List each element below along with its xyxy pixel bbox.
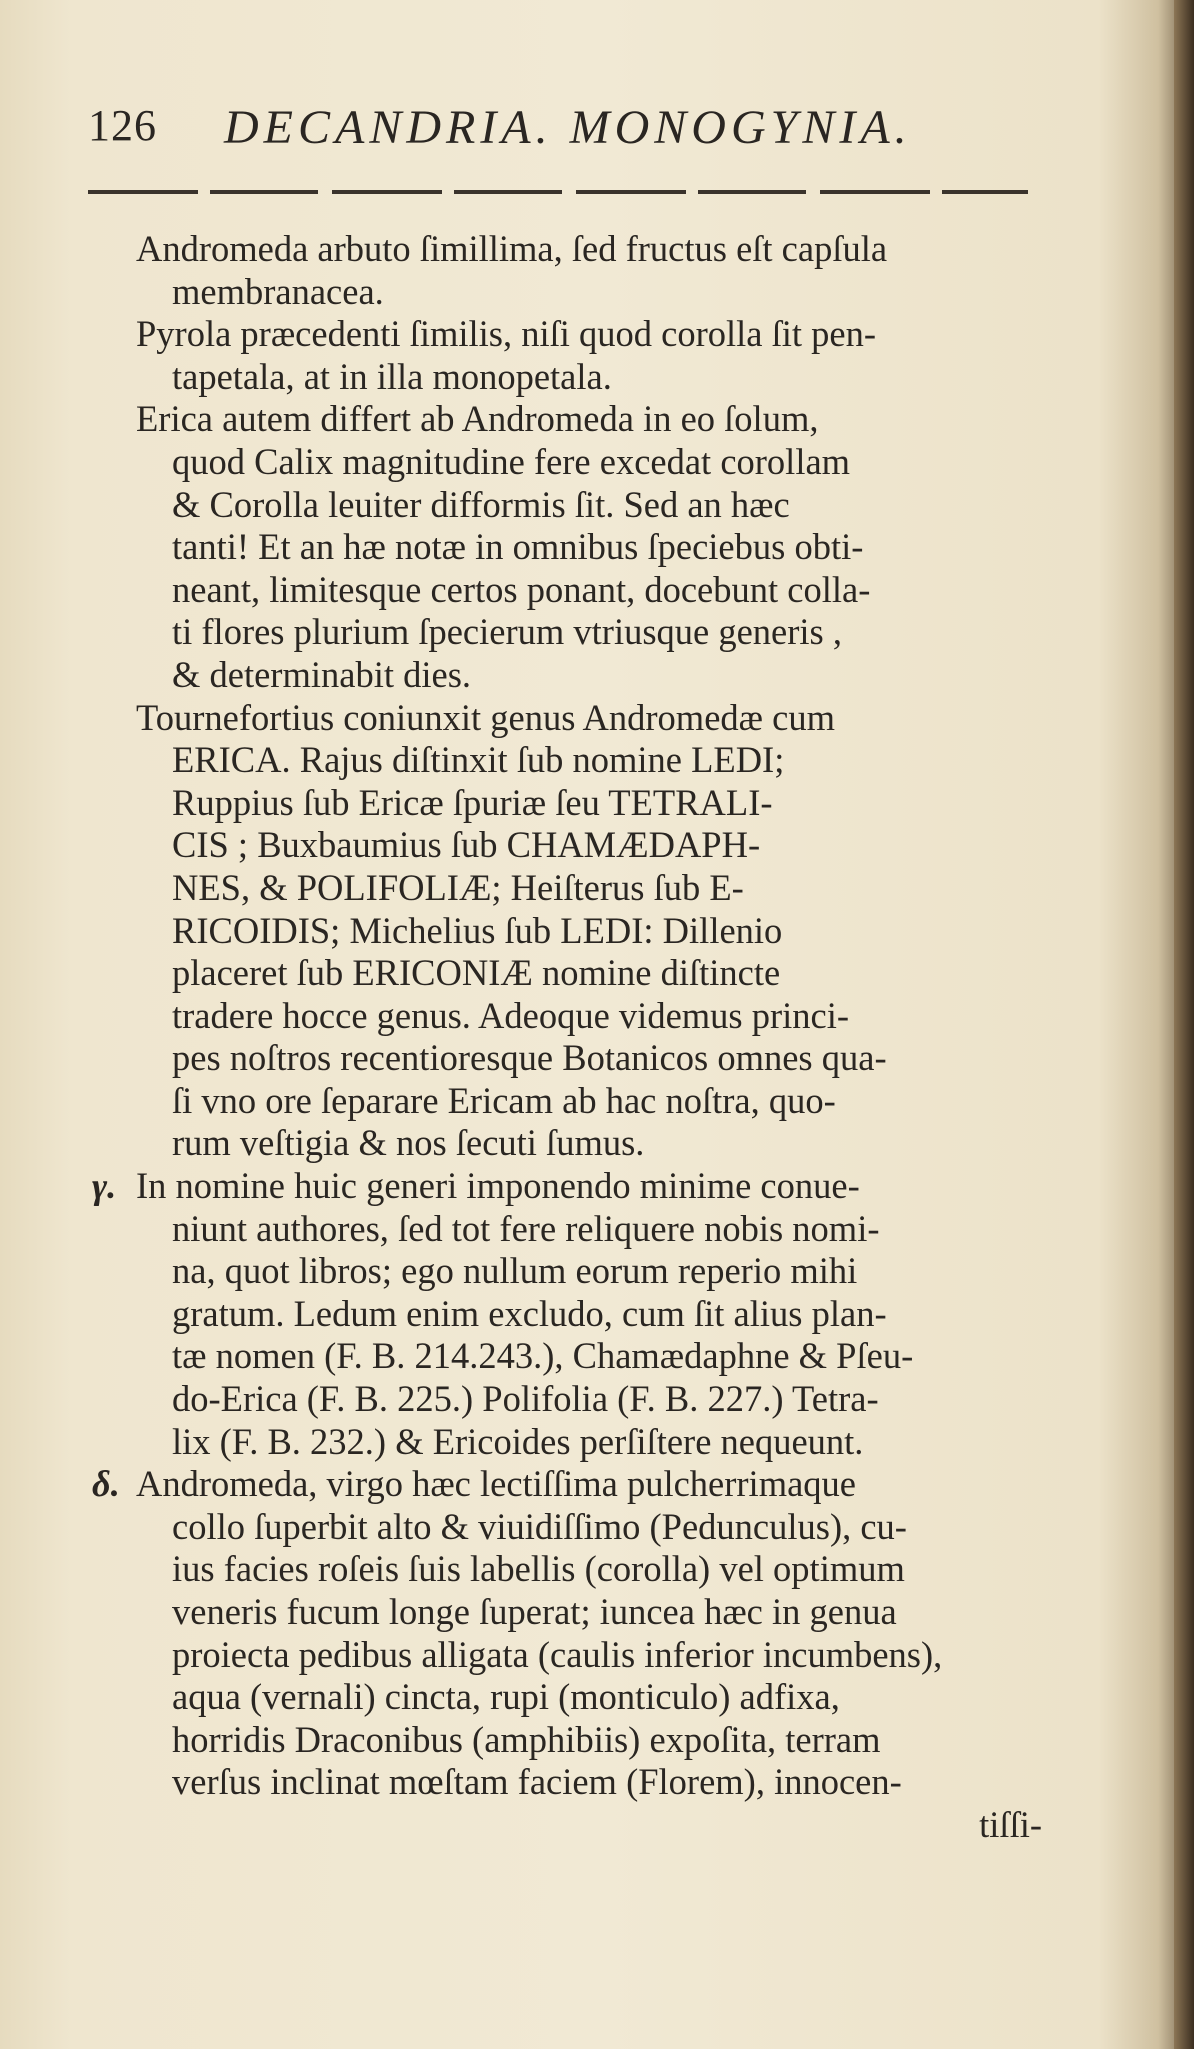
text-line: collo ſuperbit alto & viuidiſſimo (Pedunculus), cu-: [172, 1505, 907, 1547]
text-line: In nomine huic generi imponendo minime conue-: [136, 1165, 860, 1207]
text-line: do-Erica (F. B. 225.) Polifolia (F. B. 227.) Tetra-: [172, 1378, 879, 1420]
text-line: Erica autem differt ab Andromeda in eo ſolum,: [136, 398, 819, 440]
text-body: [88, 228, 1048, 1847]
paragraph: [88, 697, 1048, 1166]
text-line: horridis Draconibus (amphibiis) expoſita, terram: [172, 1718, 881, 1760]
paragraph-marker: δ.: [92, 1463, 120, 1505]
text-line: RICOIDIS; Michelius ſub LEDI: Dillenio: [172, 909, 783, 951]
paragraph-marker: γ.: [92, 1165, 117, 1207]
text-line: placeret ſub ERICONIÆ nomine diſtincte: [172, 952, 781, 994]
text-line: CIS ; Buxbaumius ſub CHAMÆDAPH-: [172, 824, 761, 866]
book-spine-edge: [1174, 0, 1194, 2049]
text-line: Tournefortius coniunxit genus Andromedæ cum: [136, 696, 835, 738]
text-line: ERICA. Rajus diſtinxit ſub nomine LEDI;: [172, 739, 785, 781]
text-line: tæ nomen (F. B. 214.243.), Chamædaphne & Pſeu-: [172, 1335, 914, 1377]
text-line: gratum. Ledum enim excludo, cum ſit alius plan-: [172, 1292, 887, 1334]
text-line: niunt authores, ſed tot fere reliquere nobis nomi-: [172, 1207, 880, 1249]
text-line: aqua (vernali) cincta, rupi (monticulo) adfixa,: [172, 1676, 840, 1718]
paragraph: [88, 313, 1048, 398]
text-line: tradere hocce genus. Adeoque videmus princi-: [172, 994, 850, 1036]
text-line: Pyrola præcedenti ſimilis, niſi quod corolla ſit pen-: [136, 313, 877, 355]
text-line: neant, limitesque certos ponant, docebunt colla-: [172, 568, 871, 610]
text-line: ius facies roſeis ſuis labellis (corolla) vel optimum: [172, 1548, 905, 1590]
text-line: quod Calix magnitudine fere excedat corollam: [172, 440, 851, 482]
text-line: verſus inclinat mœſtam faciem (Florem), innocen-: [172, 1761, 902, 1803]
text-line: tanti! Et an hæ notæ in omnibus ſpeciebus obti-: [172, 526, 864, 568]
paragraph: [88, 228, 1048, 313]
running-title: DECANDRIA. MONOGYNIA.: [224, 101, 912, 154]
text-line: Ruppius ſub Ericæ ſpuriæ ſeu TETRALI-: [172, 781, 773, 823]
text-line: proiecta pedibus alligata (caulis inferior incumbens),: [172, 1633, 943, 1675]
text-line: tapetala, at in illa monopetala.: [172, 355, 612, 397]
header-rule: [88, 190, 1028, 194]
text-line: rum veſtigia & nos ſecuti ſumus.: [172, 1122, 645, 1164]
catchword: tiſſi-: [979, 1803, 1042, 1845]
paragraph: [88, 398, 1048, 696]
paragraph: [88, 1165, 1048, 1463]
text-line: & determinabit dies.: [172, 653, 472, 695]
text-line: & Corolla leuiter difformis ſit. Sed an hæc: [172, 483, 790, 525]
text-line: na, quot libros; ego nullum eorum reperio mihi: [172, 1250, 858, 1292]
text-line: veneris fucum longe ſuperat; iuncea hæc in genua: [172, 1591, 897, 1632]
paragraph: [88, 1463, 1048, 1804]
page-header: [88, 100, 1048, 170]
text-line: ti flores plurium ſpecierum vtriusque generis ,: [172, 611, 843, 653]
text-line: ſi vno ore ſeparare Ericam ab hac noſtra, quo-: [172, 1079, 836, 1121]
text-line: pes noſtros recentioresque Botanicos omnes qua-: [172, 1037, 887, 1079]
text-line: lix (F. B. 232.) & Ericoides perſiſtere nequeunt.: [172, 1420, 864, 1462]
text-line: Andromeda, virgo hæc lectiſſima pulcherrimaque: [136, 1463, 856, 1505]
text-line: membranacea.: [172, 270, 384, 312]
text-line: Andromeda arbuto ſimillima, ſed fructus eſt capſula: [136, 228, 888, 269]
page-number: 126: [88, 101, 157, 150]
text-line: NES, & POLIFOLIÆ; Heiſterus ſub E-: [172, 866, 744, 908]
